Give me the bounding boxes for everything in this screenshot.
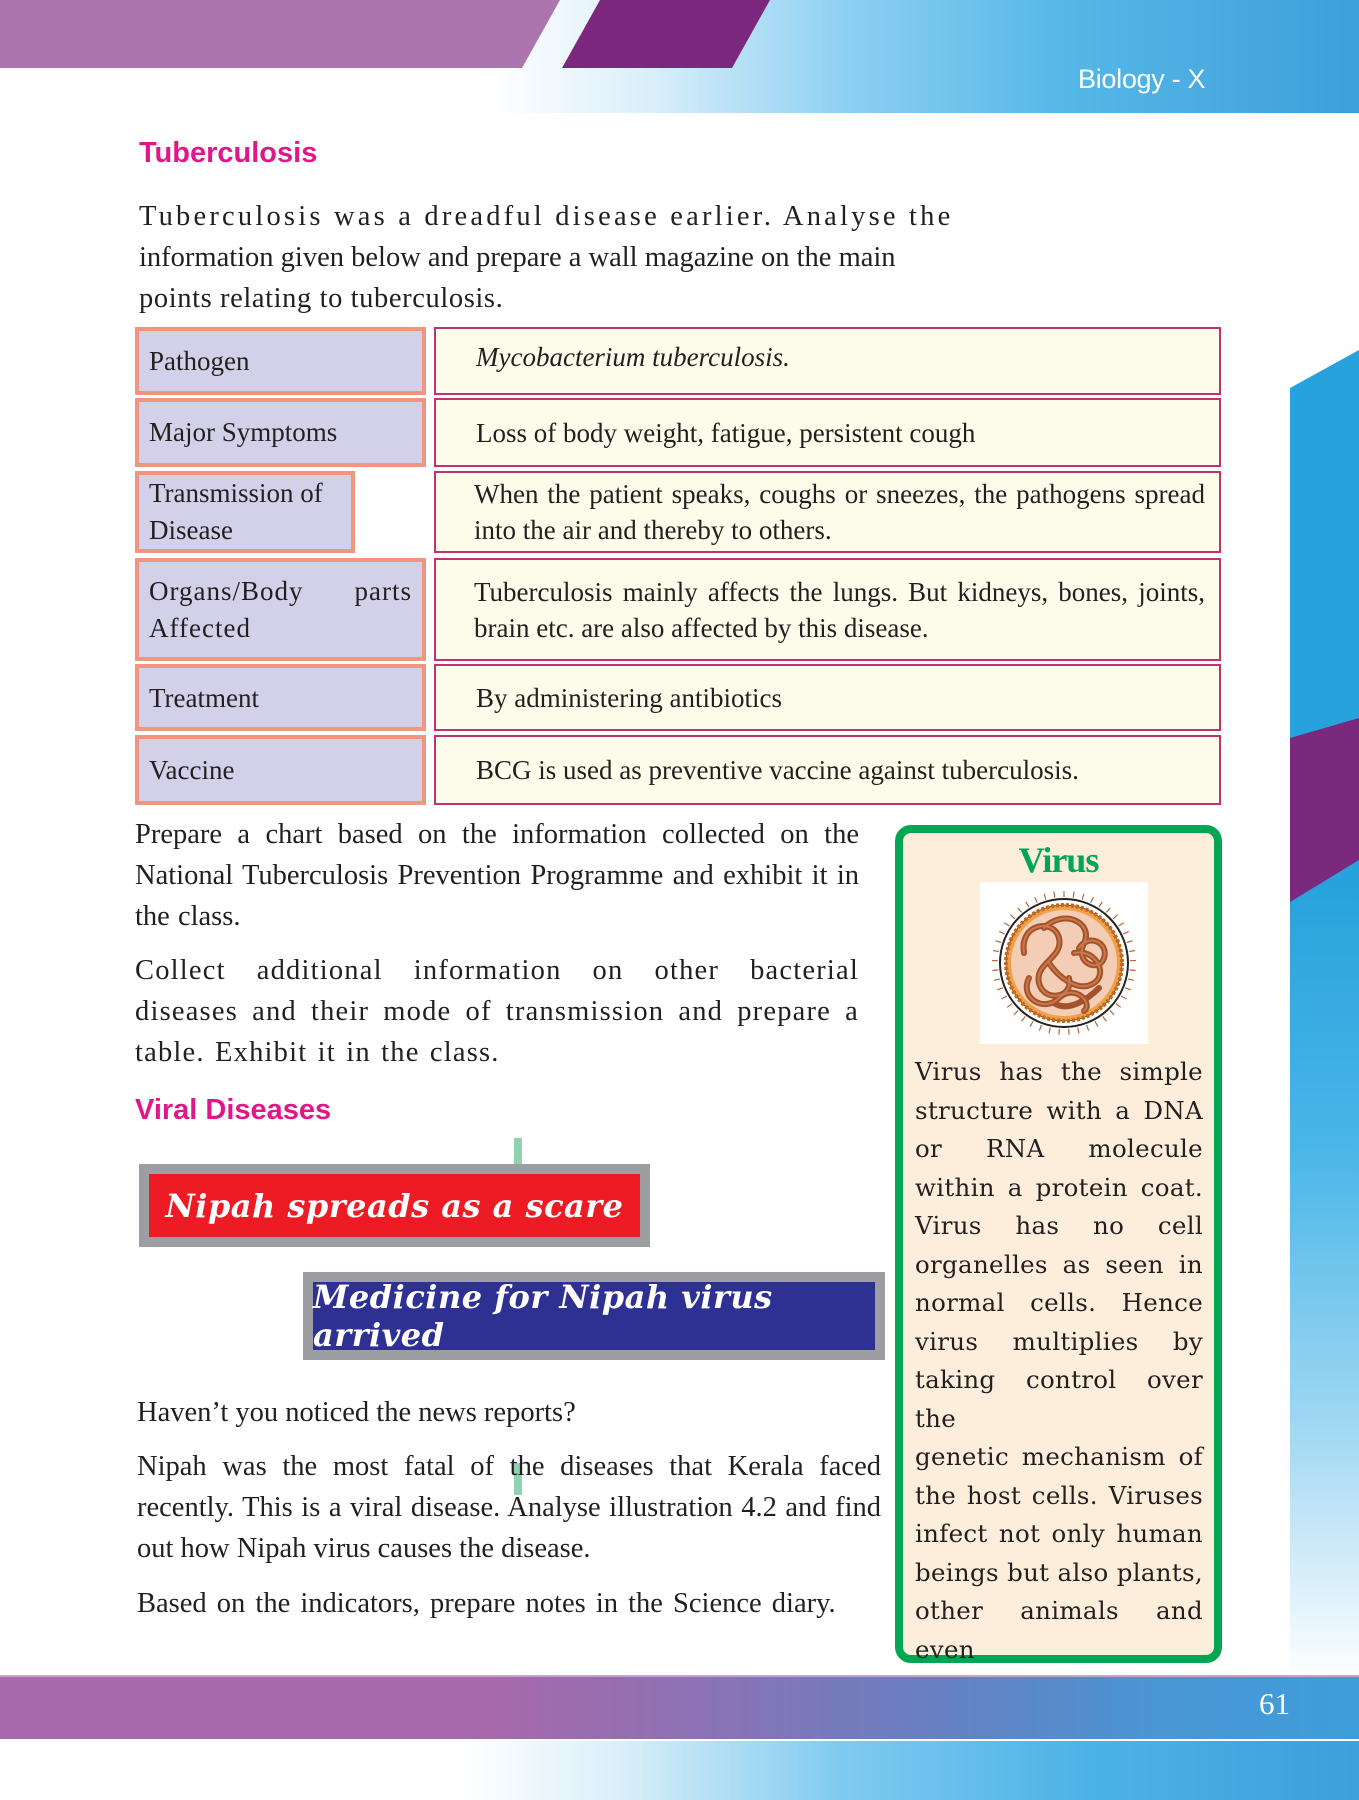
table-value-organs: Tuberculosis mainly affects the lungs. But kidneys, bones, joints, brain etc. are also affected by this disease. <box>434 558 1221 661</box>
table-key-vaccine: Vaccine <box>135 735 426 805</box>
virus-text-line: normal cells. Hence <box>915 1288 1203 1317</box>
tb-intro-line-2: information given below and prepare a wall magazine on the main <box>139 242 896 273</box>
headline-text: Medicine for Nipah virus arrived <box>313 1282 875 1350</box>
virus-text-line: the host cells. Viruses <box>915 1480 1203 1510</box>
science-diary-instruction: Based on the indicators, prepare notes in the Science diary. <box>137 1588 836 1619</box>
table-value-symptoms: Loss of body weight, fatigue, persistent cough <box>434 398 1221 467</box>
virus-text-line: genetic mechanism of <box>915 1442 1203 1471</box>
footer-band <box>0 1675 1359 1739</box>
table-row <box>135 558 1221 661</box>
table-key-pathogen: Pathogen <box>135 327 426 395</box>
table-row <box>135 327 1221 395</box>
virus-text-line: Virus has no cell <box>915 1211 1203 1240</box>
virus-description <box>915 1053 1203 1708</box>
table-row <box>135 471 1221 553</box>
virus-text-line: Virus has the simple <box>915 1057 1203 1086</box>
subject-title: Biology - X <box>1078 64 1206 94</box>
virus-text-line: beings but also plants, <box>915 1557 1203 1587</box>
virus-illustration-icon <box>980 882 1148 1044</box>
viral-diseases-heading: Viral Diseases <box>135 1094 332 1126</box>
table-key-organs: Organs/Body parts Affected <box>135 558 426 661</box>
virus-text-line: other animals and even <box>915 1596 1203 1664</box>
side-blue-stripe <box>1290 350 1359 1680</box>
virus-text-line: structure with a DNA <box>915 1095 1203 1125</box>
virus-text-line: or RNA molecule <box>915 1134 1203 1163</box>
table-value-pathogen: Mycobacterium tuberculosis. <box>434 327 1221 395</box>
virus-box-title: Virus <box>1018 840 1099 880</box>
virus-text-line: virus multiplies by <box>915 1326 1203 1356</box>
activity-table-paragraph: Collect additional information on other bacterial diseases and their mode of transmission and prepare a table. Exhibit it in the class. <box>135 955 859 1068</box>
table-row <box>135 664 1221 731</box>
tuberculosis-heading: Tuberculosis <box>139 137 318 169</box>
table-row <box>135 398 1221 467</box>
table-key-transmission <box>135 471 355 553</box>
news-headline-nipah-scare <box>139 1164 650 1247</box>
news-question: Haven’t you noticed the news reports? <box>137 1397 576 1428</box>
table-key-symptoms: Major Symptoms <box>135 398 426 467</box>
nipah-paragraph: Nipah was the most fatal of the diseases that Kerala faced recently. This is a viral disease. Analyse illustration 4.2 and find out how Nipah virus causes the disease. <box>137 1451 881 1564</box>
tb-intro-line-3: points relating to tuberculosis. <box>139 283 504 314</box>
table-value-vaccine: BCG is used as preventive vaccine against tuberculosis. <box>434 735 1221 805</box>
virus-text-line: organelles as seen in <box>915 1249 1203 1279</box>
table-value-transmission: When the patient speaks, coughs or sneezes, the pathogens spread into the air and thereby to others. <box>434 471 1221 553</box>
tb-intro-line-1: Tuberculosis was a dreadful disease earlier. Analyse the <box>139 201 954 232</box>
virus-info-box <box>895 825 1222 1663</box>
virus-text-line: within a protein coat. <box>915 1172 1203 1202</box>
table-key-treatment: Treatment <box>135 664 426 731</box>
virus-text-line: infect not only human <box>915 1519 1203 1548</box>
table-key-transmission-text: Transmission of Disease <box>149 478 323 545</box>
news-headline-nipah-medicine <box>303 1272 885 1360</box>
activity-chart-paragraph: Prepare a chart based on the information collected on the National Tuberculosis Prevention Programme and exhibit it in the class. <box>135 819 859 932</box>
headline-text: Nipah spreads as a scare <box>149 1174 640 1237</box>
virus-text-line: taking control over the <box>915 1365 1203 1433</box>
header-purple-band <box>0 0 560 68</box>
table-value-treatment: By administering antibiotics <box>434 664 1221 731</box>
footer-gradient <box>0 1741 1359 1800</box>
page-number: 61 <box>1259 1686 1290 1721</box>
table-row <box>135 735 1221 805</box>
